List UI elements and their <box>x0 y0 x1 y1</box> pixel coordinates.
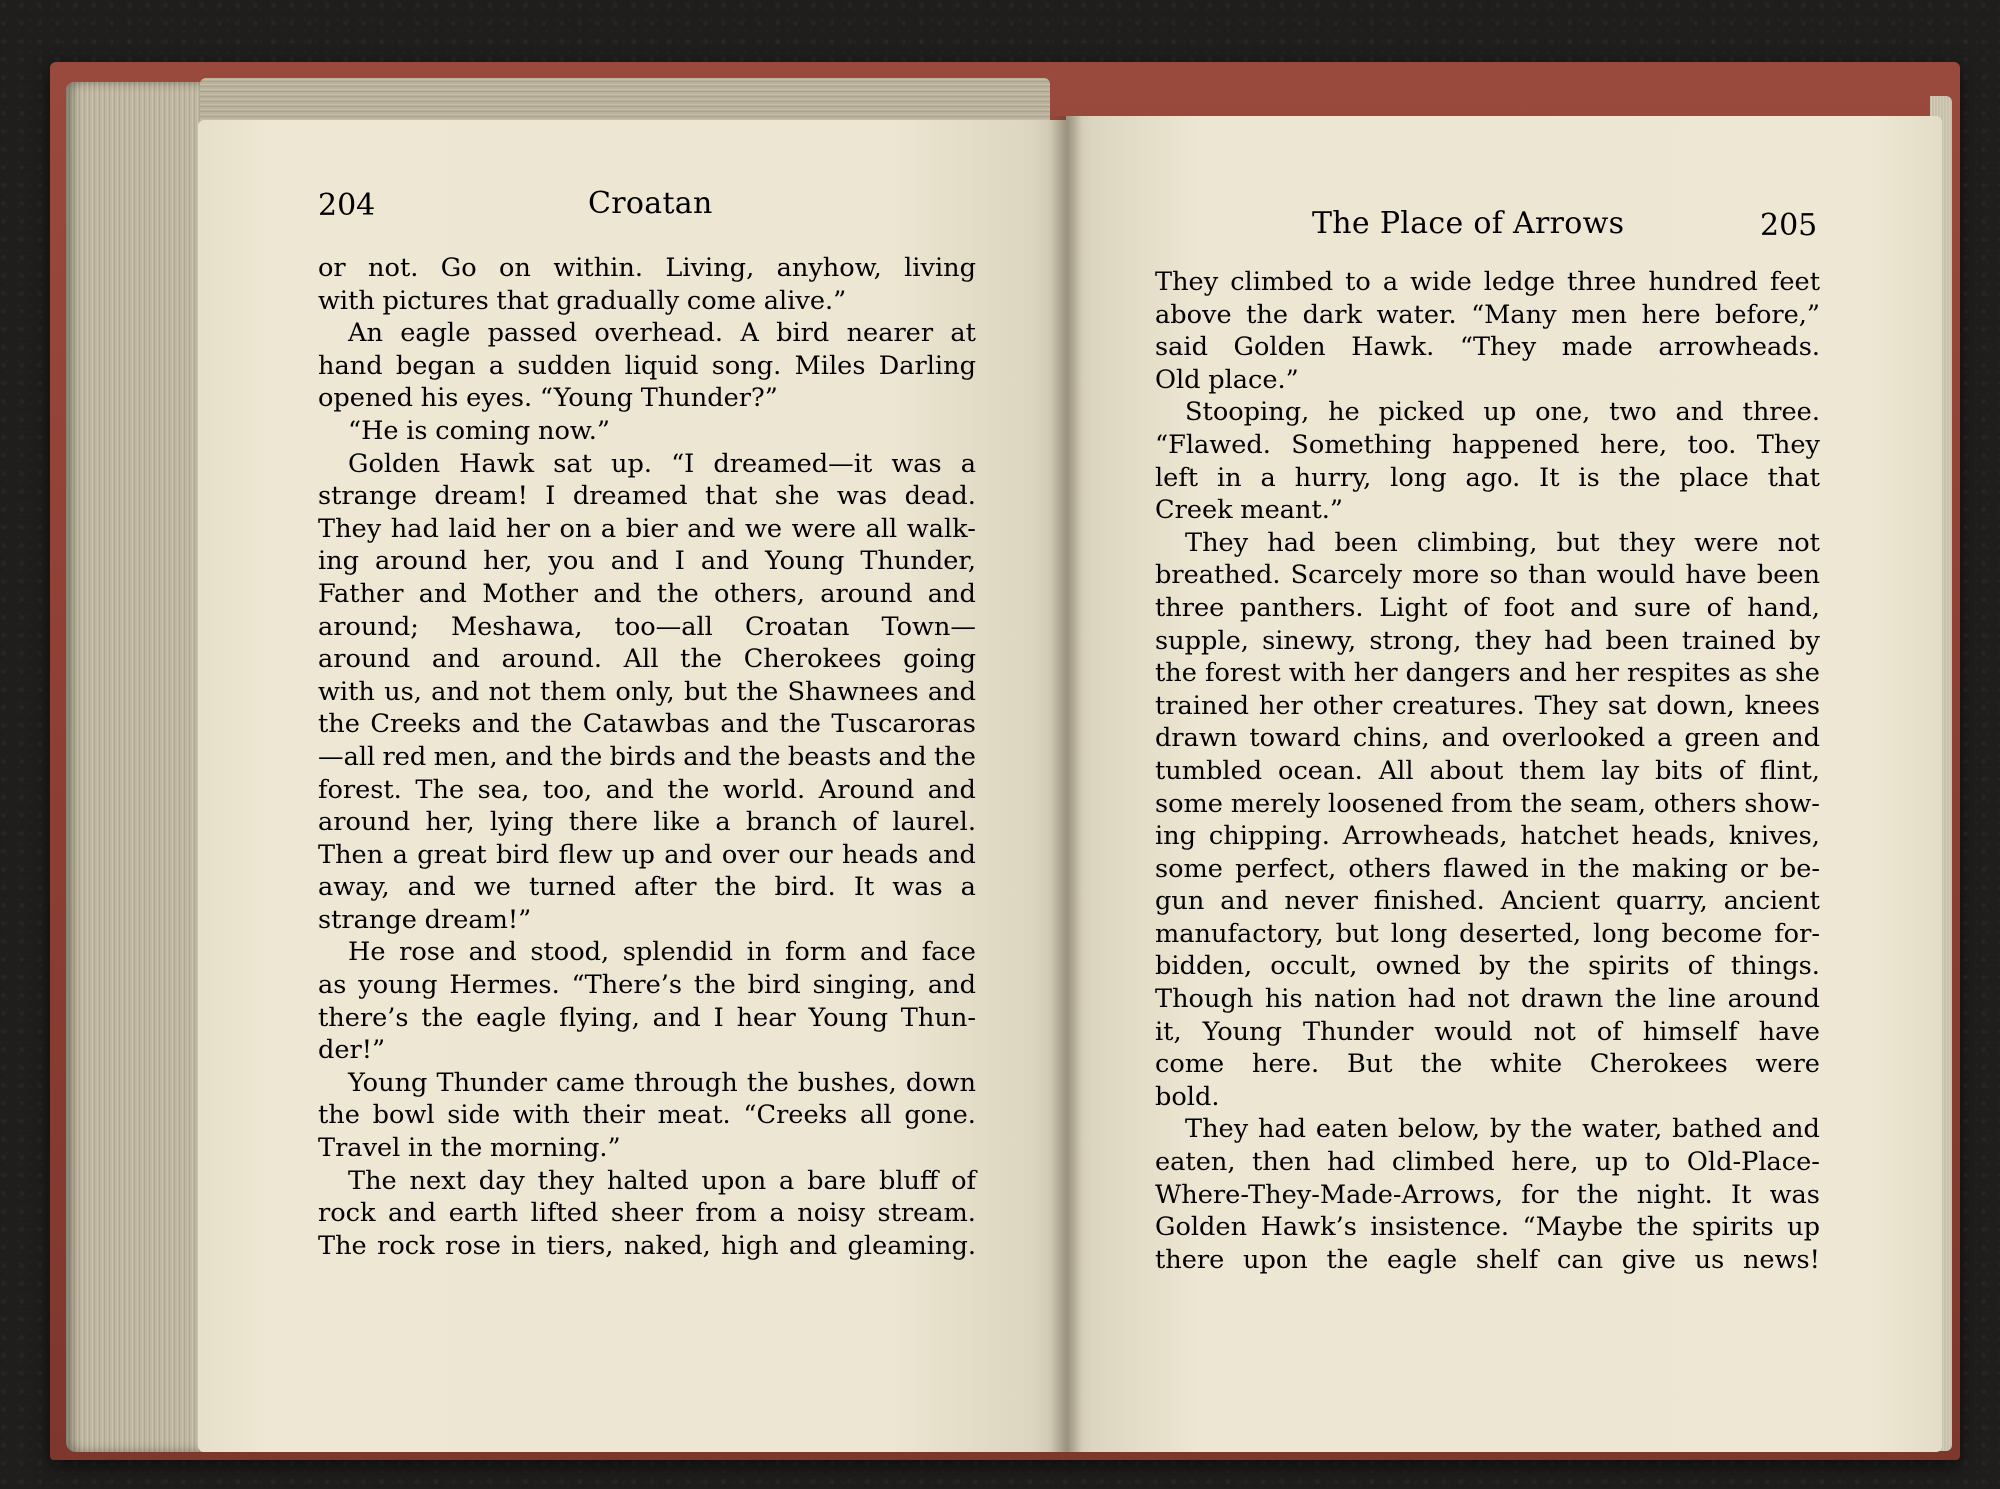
text-line: three panthers. Light of foot and sure of hand, <box>1155 592 1820 623</box>
text-line: away, and we turned after the bird. It was a <box>318 872 976 903</box>
text-line: gun and never finished. Ancient quarry, ancient <box>1155 886 1820 917</box>
text-line: there’s the eagle flying, and I hear Young Thun- <box>318 1002 976 1033</box>
text-line: with us, and not them only, but the Shawnees and <box>318 676 976 707</box>
right-page-text <box>1155 266 1820 1276</box>
text-line: hand began a sudden liquid song. Miles Darling <box>318 350 976 381</box>
text-line: the Creeks and the Catawbas and the Tuscaroras <box>318 709 976 740</box>
text-line: or not. Go on within. Living, anyhow, living <box>318 253 976 283</box>
text-line: ing around her, you and I and Young Thunder, <box>318 546 976 577</box>
text-line: Father and Mother and the others, around and <box>318 578 976 609</box>
text-line: They had eaten below, by the water, bathed and <box>1185 1114 1820 1145</box>
text-line: Where-They-Made-Arrows, for the night. It was <box>1155 1179 1820 1210</box>
text-line: bidden, occult, owned by the spirits of things. <box>1155 951 1820 982</box>
text-line: with pictures that gradually come alive.” <box>318 285 847 316</box>
text-line: —all red men, and the birds and the beasts and the <box>318 741 976 772</box>
text-line: ing chipping. Arrowheads, hatchet heads, knives, <box>1155 821 1820 852</box>
text-line: Travel in the morning.” <box>318 1133 621 1164</box>
text-line: supple, sinewy, strong, they had been trained by <box>1155 625 1820 656</box>
text-line: Golden Hawk’s insistence. “Maybe the spirits up <box>1155 1212 1820 1243</box>
text-line: opened his eyes. “Young Thunder?” <box>318 383 778 414</box>
text-line: der!” <box>318 1035 386 1066</box>
text-line: as young Hermes. “There’s the bird singing, and <box>318 970 976 1001</box>
text-line: it, Young Thunder would not of himself have <box>1155 1016 1820 1047</box>
page-edges-left <box>66 82 216 1452</box>
text-line: rock and earth lifted sheer from a noisy stream. <box>318 1198 976 1229</box>
text-line: An eagle passed overhead. A bird nearer at <box>348 318 976 349</box>
text-line: the forest with her dangers and her respites as she <box>1155 658 1820 689</box>
text-line: Then a great bird flew up and over our heads and <box>318 839 976 870</box>
right-running-head: The Place of Arrows <box>1312 206 1625 241</box>
text-line: said Golden Hawk. “They made arrowheads. <box>1155 332 1820 363</box>
text-line: some merely loosened from the seam, others show- <box>1155 788 1820 819</box>
text-line: tumbled ocean. All about them lay bits of flint, <box>1155 755 1820 786</box>
text-line: manufactory, but long deserted, long become for- <box>1155 918 1820 949</box>
text-line: the bowl side with their meat. “Creeks all gone. <box>318 1100 976 1131</box>
right-page-number: 205 <box>1760 208 1818 243</box>
text-line: there upon the eagle shelf can give us news! <box>1155 1244 1820 1275</box>
text-line: Old place.” <box>1155 364 1299 395</box>
text-line: “Flawed. Something happened here, too. They <box>1155 429 1820 460</box>
left-page-number: 204 <box>318 188 376 223</box>
text-line: around; Meshawa, too—all Croatan Town— <box>318 611 976 642</box>
text-line: They climbed to a wide ledge three hundred feet <box>1155 267 1820 297</box>
text-line: trained her other creatures. They sat down, knees <box>1155 690 1820 721</box>
text-line: strange dream!” <box>318 904 532 935</box>
text-line: forest. The sea, too, and the world. Around and <box>318 774 976 805</box>
left-running-head: Croatan <box>588 186 713 221</box>
text-line: Golden Hawk sat up. “I dreamed—it was a <box>348 448 976 479</box>
text-line: around and around. All the Cherokees going <box>318 644 976 675</box>
left-page-text <box>318 252 976 1262</box>
text-line: They had laid her on a bier and we were all walk- <box>318 513 976 544</box>
text-line: some perfect, others flawed in the making or be- <box>1155 853 1820 884</box>
text-line: Young Thunder came through the bushes, down <box>348 1067 976 1098</box>
text-line: Stooping, he picked up one, two and three. <box>1185 397 1820 428</box>
text-line: above the dark water. “Many men here before,” <box>1155 299 1820 330</box>
text-line: bold. <box>1155 1081 1220 1112</box>
page-edges-top <box>200 78 1050 126</box>
text-line: drawn toward chins, and overlooked a green and <box>1155 723 1820 754</box>
text-line: The next day they halted upon a bare bluff of <box>348 1165 976 1196</box>
text-line: breathed. Scarcely more so than would have been <box>1155 560 1820 591</box>
text-line: Though his nation had not drawn the line around <box>1155 984 1820 1015</box>
text-line: “He is coming now.” <box>348 415 610 446</box>
text-line: eaten, then had climbed here, up to Old-Place- <box>1155 1147 1820 1178</box>
text-line: left in a hurry, long ago. It is the place that <box>1155 462 1820 493</box>
text-line: He rose and stood, splendid in form and face <box>348 937 976 968</box>
text-line: around her, lying there like a branch of laurel. <box>318 807 976 838</box>
text-line: come here. But the white Cherokees were <box>1155 1049 1820 1080</box>
text-line: The rock rose in tiers, naked, high and gleaming. <box>318 1230 976 1261</box>
text-line: Creek meant.” <box>1155 495 1343 526</box>
text-line: They had been climbing, but they were not <box>1185 527 1820 558</box>
text-line: strange dream! I dreamed that she was dead. <box>318 481 976 512</box>
